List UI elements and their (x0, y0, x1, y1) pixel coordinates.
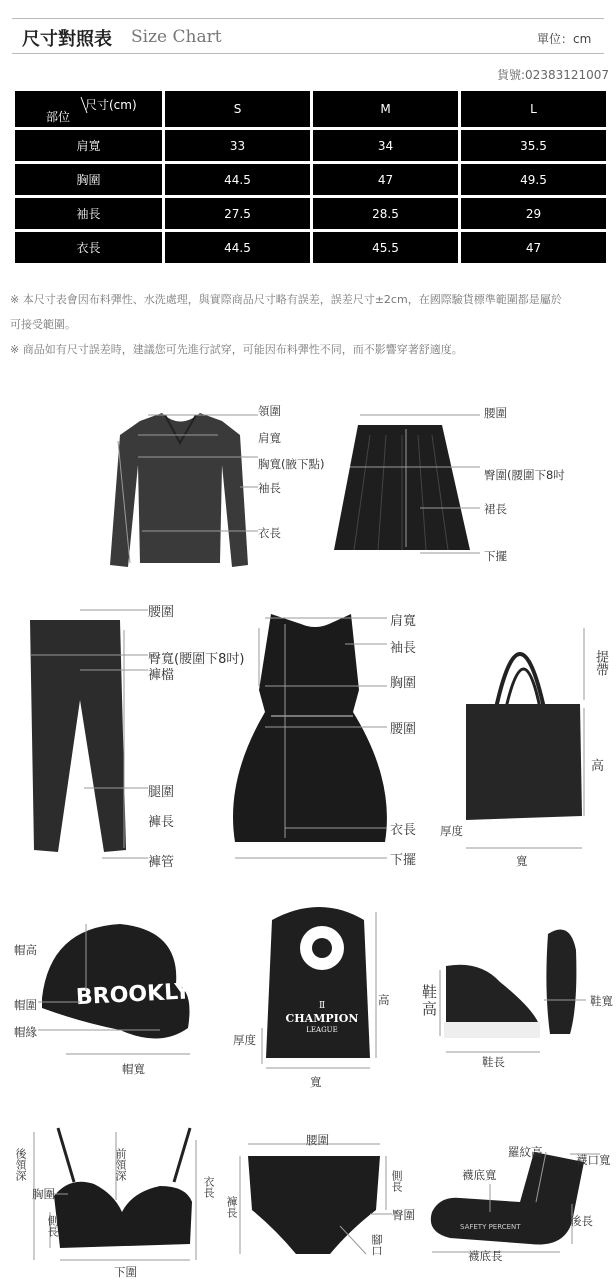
note-line: ※ 商品如有尺寸誤差時，建議您可先進行試穿，可能因布料彈性不同，而不影響穿著舒適度。 (10, 343, 463, 356)
size-table-header (15, 91, 606, 127)
backpack-print-main: CHAMPION (285, 1012, 359, 1025)
dress-label: 肩寬 (390, 614, 417, 629)
cap-brand-text: BROOKLYN (75, 978, 210, 1011)
briefs-label: 褲長 (225, 1196, 238, 1218)
row-label: 肩寬 (15, 130, 162, 161)
table-cell: 44.5 (165, 232, 310, 263)
dress-label: 腰圍 (390, 722, 417, 737)
size-table (12, 88, 609, 266)
briefs-label: 腰圍 (306, 1133, 329, 1147)
cap-label: 帽緣 (14, 1025, 37, 1039)
tote-label: 提帶 (593, 650, 608, 676)
table-row (15, 164, 606, 195)
table-cell: 47 (313, 164, 458, 195)
page-subtitle: Size Chart (131, 27, 222, 47)
table-cell: 34 (313, 130, 458, 161)
shoes-illustration (420, 910, 615, 1070)
row-label: 衣長 (15, 232, 162, 263)
corner-part-label: 部位 (46, 110, 71, 124)
sweater-diagram (90, 395, 330, 575)
tote-label: 厚度 (440, 824, 463, 838)
table-cell: 47 (461, 232, 606, 263)
note-line: 可接受範圍。 (10, 318, 76, 331)
jeans-illustration (20, 600, 250, 870)
tote-label: 高 (591, 759, 605, 774)
corner-size-label: 尺寸(cm) (85, 98, 137, 112)
bra-diagram (10, 1120, 220, 1280)
shoes-diagram (420, 910, 615, 1070)
backpack-diagram (230, 898, 410, 1098)
row-label: 胸圍 (15, 164, 162, 195)
bra-label: 後領深 (14, 1148, 27, 1181)
skirt-diagram (330, 395, 590, 570)
cap-label: 帽高 (14, 943, 37, 957)
dress-diagram (225, 600, 435, 870)
bra-label: 衣長 (202, 1176, 215, 1198)
table-cell: 28.5 (313, 198, 458, 229)
backpack-label: 寬 (310, 1075, 322, 1089)
skirt-label: 裙長 (484, 502, 507, 516)
table-row (15, 232, 606, 263)
backpack-label: 厚度 (233, 1033, 256, 1047)
note-line: ※ 本尺寸表會因布料彈性、水洗處理，與實際商品尺寸略有誤差，誤差尺寸±2cm，在國際驗貨標準範圍都是屬於 (10, 293, 562, 306)
briefs-label: 臀圍 (392, 1208, 415, 1222)
table-cell: 29 (461, 198, 606, 229)
tote-diagram (440, 620, 610, 870)
unit-label: 單位：cm (537, 32, 592, 46)
jeans-label: 褲檔 (148, 668, 175, 683)
dress-label: 下擺 (390, 853, 417, 868)
cap-label: 帽圍 (14, 998, 37, 1012)
backpack-label: 高 (378, 993, 390, 1007)
column-header: M (313, 91, 458, 127)
sock-print-text: SAFETY PERCENT (460, 1223, 521, 1231)
table-cell: 45.5 (313, 232, 458, 263)
bra-label: 前領深 (114, 1148, 127, 1181)
shoes-label: 鞋長 (482, 1055, 505, 1069)
sock-label: 羅紋高 (508, 1145, 543, 1159)
sweater-label: 衣長 (258, 526, 281, 540)
bra-label: 胸圍 (32, 1187, 55, 1201)
column-header: L (461, 91, 606, 127)
briefs-label: 腳口 (370, 1234, 383, 1256)
table-row (15, 198, 606, 229)
row-label: 袖長 (15, 198, 162, 229)
skirt-label: 臀圍(腰圍下8吋 (484, 468, 565, 482)
jeans-label: 臀寬(腰圍下8吋) (148, 652, 245, 667)
sock-label: 後長 (570, 1214, 593, 1228)
page-title: 尺寸對照表 (22, 29, 112, 50)
table-cell: 49.5 (461, 164, 606, 195)
backpack-print-top: Ⅱ (318, 1001, 326, 1011)
sock-label: 襪口寬 (576, 1153, 611, 1167)
table-cell: 27.5 (165, 198, 310, 229)
jeans-diagram (20, 600, 250, 870)
sku-label: 貨號:02383121007 (497, 68, 610, 82)
skirt-label: 腰圍 (484, 406, 507, 420)
briefs-illustration (220, 1130, 420, 1280)
dress-label: 袖長 (390, 641, 417, 656)
sock-label: 襪底長 (468, 1249, 503, 1263)
briefs-label: 側長 (390, 1170, 403, 1192)
cap-label: 帽寬 (122, 1062, 145, 1076)
table-cell: 33 (165, 130, 310, 161)
tote-illustration (440, 620, 610, 870)
header-bottom-rule (12, 53, 604, 54)
jeans-label: 褲管 (148, 855, 175, 870)
sweater-label: 領圍 (258, 404, 281, 418)
sock-label: 襪底寬 (462, 1168, 497, 1182)
table-row (15, 130, 606, 161)
sweater-label: 袖長 (258, 481, 281, 495)
cap-illustration (10, 910, 215, 1080)
backpack-print-sub: LEAGUE (306, 1026, 338, 1034)
sweater-label: 肩寬 (258, 431, 281, 445)
bra-label: 側長 (46, 1215, 59, 1237)
dress-label: 胸圍 (390, 676, 417, 691)
shoes-label: 鞋寬 (590, 994, 613, 1008)
cap-diagram (10, 910, 215, 1080)
dress-label: 衣長 (390, 823, 417, 838)
corner-cell (15, 91, 162, 127)
header-top-rule (12, 18, 604, 19)
sweater-label: 胸寬(腋下點) (258, 457, 325, 471)
bra-label: 下圍 (114, 1265, 137, 1279)
column-header: S (165, 91, 310, 127)
tote-label: 寬 (516, 854, 528, 868)
table-cell: 35.5 (461, 130, 606, 161)
sweater-illustration (90, 395, 330, 575)
jeans-label: 褲長 (148, 815, 175, 830)
skirt-label: 下擺 (484, 549, 507, 563)
shoes-label: 鞋高 (422, 983, 438, 1018)
jeans-label: 腰圍 (148, 605, 175, 620)
table-cell: 44.5 (165, 164, 310, 195)
sock-diagram (420, 1140, 615, 1280)
briefs-diagram (220, 1130, 420, 1280)
jeans-label: 腿圍 (148, 785, 175, 800)
